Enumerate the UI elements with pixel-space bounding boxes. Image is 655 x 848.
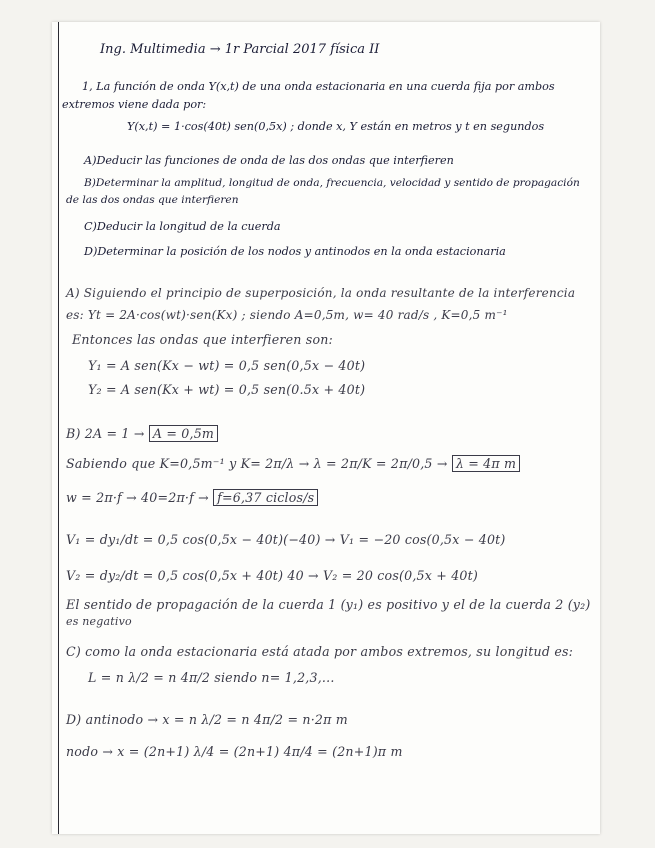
- wavelength-derivation: Sabiendo que K=0,5m⁻¹ y K= 2π/λ → λ = 2π/K = 2π/0,5 →: [66, 456, 448, 471]
- answer-a-resultant: es: Yt = 2A·cos(wt)·sen(Kx) ; siendo A=0,5m, w= 40 rad/s , K=0,5 m⁻¹: [66, 308, 508, 322]
- answer-d-nodes: nodo → x = (2n+1) λ/4 = (2n+1) 4π/4 = (2n+1)π m: [66, 744, 403, 759]
- exam-sheet: [52, 22, 600, 834]
- answer-b-velocity-1: V₁ = dy₁/dt = 0,5 cos(0,5x − 40t)(−40) → V₁ = −20 cos(0,5x − 40t): [66, 532, 506, 547]
- answer-a-intro: A) Siguiendo el principio de superposición, la onda resultante de la interferencia: [66, 286, 576, 300]
- answer-b-direction: El sentido de propagación de la cuerda 1 (y₁) es positivo y el de la cuerda 2 (y₂): [66, 597, 591, 612]
- part-b-prompt-cont: de las dos ondas que interfieren: [66, 194, 239, 206]
- problem-statement-line-1: 1, La función de onda Y(x,t) de una onda estacionaria en una cuerda fija por ambos: [82, 80, 555, 93]
- answer-b-wavelength: [66, 456, 520, 471]
- answer-b-amplitude: [66, 426, 218, 441]
- answer-a-wave-2: Y₂ = A sen(Kx + wt) = 0,5 sen(0.5x + 40t): [88, 382, 366, 397]
- answer-d-antinodes: D) antinodo → x = n λ/2 = n 4π/2 = n·2π m: [66, 712, 348, 727]
- answer-b-direction-cont: es negativo: [66, 615, 132, 628]
- wavelength-result: λ = 4π m: [452, 455, 520, 472]
- problem-statement-line-2: extremos viene dada por:: [62, 98, 207, 111]
- answer-a-wave-1: Y₁ = A sen(Kx − wt) = 0,5 sen(0,5x − 40t): [88, 358, 366, 373]
- amplitude-result: A = 0,5m: [149, 425, 218, 442]
- wave-equation: Y(x,t) = 1·cos(40t) sen(0,5x) ; donde x, Y están en metros y t en segundos: [127, 120, 545, 133]
- answer-b-velocity-2: V₂ = dy₂/dt = 0,5 cos(0,5x + 40t) 40 → V₂ = 20 cos(0,5x + 40t): [66, 568, 478, 583]
- part-a-prompt: A)Deducir las funciones de onda de las dos ondas que interfieren: [84, 154, 454, 167]
- frequency-derivation: w = 2π·f → 40=2π·f →: [66, 490, 209, 505]
- answer-b-frequency: [66, 490, 318, 505]
- frequency-result: f=6,37 ciclos/s: [213, 489, 318, 506]
- exam-header: Ing. Multimedia → 1r Parcial 2017 física II: [100, 42, 380, 57]
- answer-c-statement: C) como la onda estacionaria está atada por ambos extremos, su longitud es:: [66, 644, 574, 659]
- amplitude-derivation: B) 2A = 1 →: [66, 426, 145, 441]
- part-d-prompt: D)Determinar la posición de los nodos y antinodos en la onda estacionaria: [84, 245, 506, 258]
- margin-line: [58, 22, 59, 834]
- answer-c-length: L = n λ/2 = n 4π/2 siendo n= 1,2,3,...: [88, 670, 335, 685]
- part-b-prompt: B)Determinar la amplitud, longitud de onda, frecuencia, velocidad y sentido de propagación: [84, 177, 580, 189]
- part-c-prompt: C)Deducir la longitud de la cuerda: [84, 220, 281, 233]
- answer-a-then: Entonces las ondas que interfieren son:: [72, 332, 333, 347]
